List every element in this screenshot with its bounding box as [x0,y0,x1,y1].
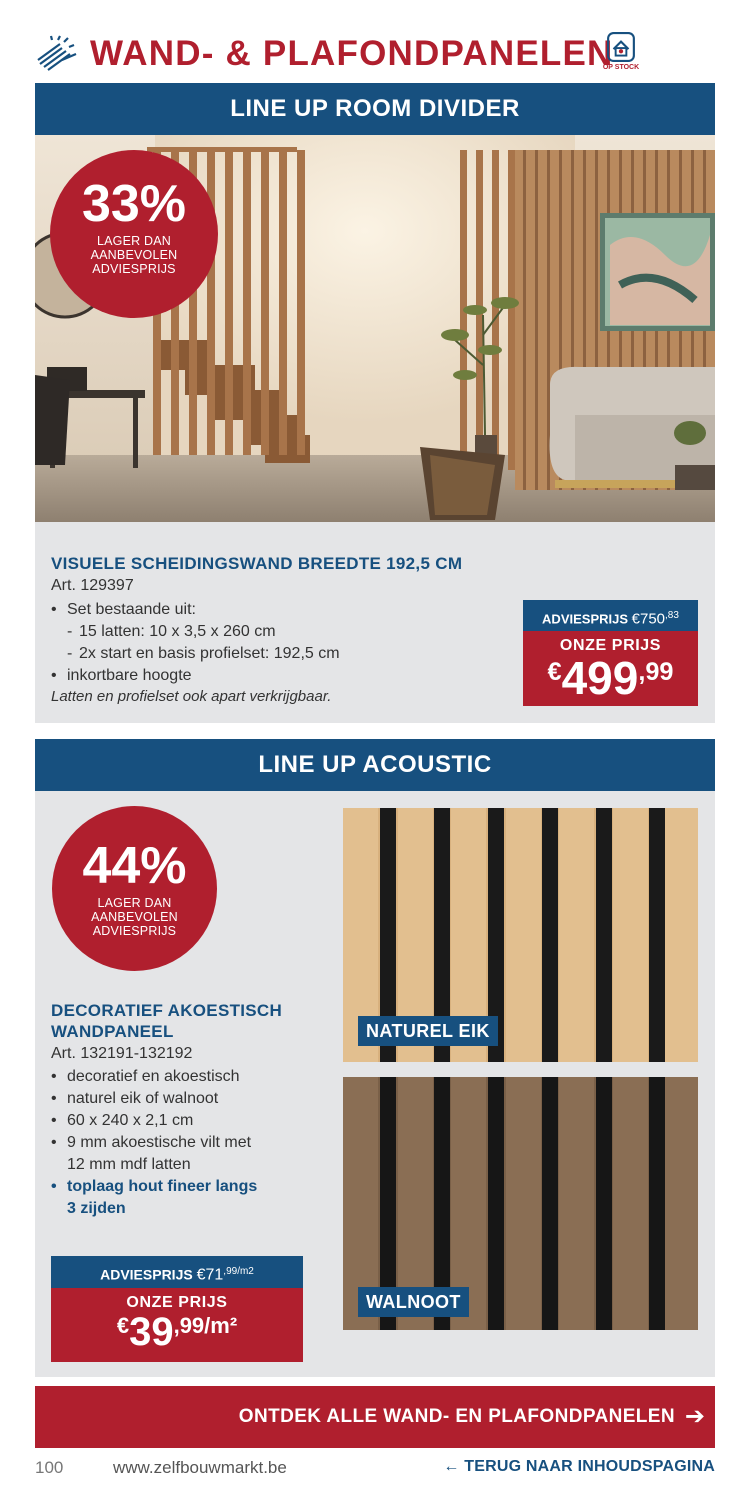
price-cents: ,99 [638,658,674,687]
our-price-row [51,1288,303,1362]
wall-panels-icon [36,34,80,74]
swatch-label-walnoot: WALNOOT [358,1287,469,1317]
advice-price-row [523,600,698,631]
badge-line: ADVIESPRIJS [92,924,177,938]
advice-price-cents: ,83 [665,610,679,621]
spec-item-continued: 12 mm mdf latten [67,1156,191,1173]
price-cents: ,99/m² [173,1312,238,1338]
stock-badge [596,32,646,78]
our-price-label: ONZE PRIJS [559,637,662,654]
badge-line: AANBEVOLEN [91,910,178,924]
spec-subitem: - 2x start en basis profielset: 192,5 cm [61,643,340,665]
page-header [36,30,716,80]
spec-item: • Set bestaande uit: [51,599,340,621]
our-price-label: ONZE PRIJS [126,1294,228,1311]
price-box-room-divider [523,600,698,706]
advice-price-value: €750 [631,610,666,628]
product-title-line: WANDPANEEL [51,1022,174,1041]
swatch-label-naturel-eik: NATUREL EIK [358,1016,498,1046]
badge-line: LAGER DAN [97,896,172,910]
cta-label: ONTDEK ALLE WAND- EN PLAFONDPANELEN [238,1406,675,1427]
our-price-value [51,1312,303,1352]
spec-item: • inkortbare hoogte [51,665,340,687]
article-number: Art. 132191-132192 [51,1045,193,1062]
discover-all-panels-button[interactable] [35,1386,715,1448]
spec-item: • 9 mm akoestische vilt met [51,1132,257,1154]
back-to-contents-link[interactable]: ← TERUG NAAR INHOUDSPAGINA [443,1458,715,1475]
advice-price-label: ADVIESPRIJS [100,1266,193,1283]
advice-price-row [51,1256,303,1288]
advice-price-value: €71 [196,1266,224,1284]
page-number: 100 [35,1458,64,1477]
spec-item-highlight-continued: 3 zijden [67,1200,126,1217]
discount-badge-33 [50,150,218,318]
discount-percent: 33% [81,175,187,233]
spec-item-highlight: • toplaag hout fineer langs [51,1176,257,1198]
price-currency: € [547,658,562,687]
price-euros: 39 [129,1310,174,1354]
website-link[interactable]: www.zelfbouwmarkt.be [113,1458,287,1477]
product-title-room-divider: VISUELE SCHEIDINGSWAND BREEDTE 192,5 CM [51,554,463,573]
arrow-right-icon: ➔ [684,1403,705,1430]
our-price-row [523,631,698,706]
page-title: WAND- & PLAFONDPANELEN [90,34,614,73]
spec-subitem: - 15 latten: 10 x 3,5 x 260 cm [61,621,340,643]
page-footer [35,1458,715,1484]
badge-line: AANBEVOLEN [90,248,178,262]
advice-price-label: ADVIESPRIJS [542,611,629,627]
badge-line: LAGER DAN [96,234,172,248]
advice-price-cents: ,99/m2 [223,1266,254,1277]
discount-badge-44 [52,806,217,971]
spec-list [51,599,340,687]
spec-item: • naturel eik of walnoot [51,1088,257,1110]
spec-item: • 60 x 240 x 2,1 cm [51,1110,257,1132]
price-box-acoustic [51,1256,303,1362]
discount-percent: 44% [82,837,187,895]
our-price-value [523,652,698,704]
price-euros: 499 [561,652,639,704]
price-currency: € [116,1312,130,1338]
spec-item: • decoratief en akoestisch [51,1066,257,1088]
house-stock-icon [607,32,635,62]
product-title-line: DECORATIEF AKOESTISCH [51,1001,283,1020]
stock-label: OP STOCK [602,64,640,71]
product-title-acoustic [51,1000,282,1042]
badge-line: ADVIESPRIJS [92,262,176,276]
spec-list [51,1066,257,1220]
article-number: Art. 129397 [51,577,134,594]
section-header-room-divider: LINE UP ROOM DIVIDER [35,83,715,135]
section-header-acoustic: LINE UP ACOUSTIC [35,739,715,791]
availability-note: Latten en profielset ook apart verkrijgbaar. [51,688,332,705]
